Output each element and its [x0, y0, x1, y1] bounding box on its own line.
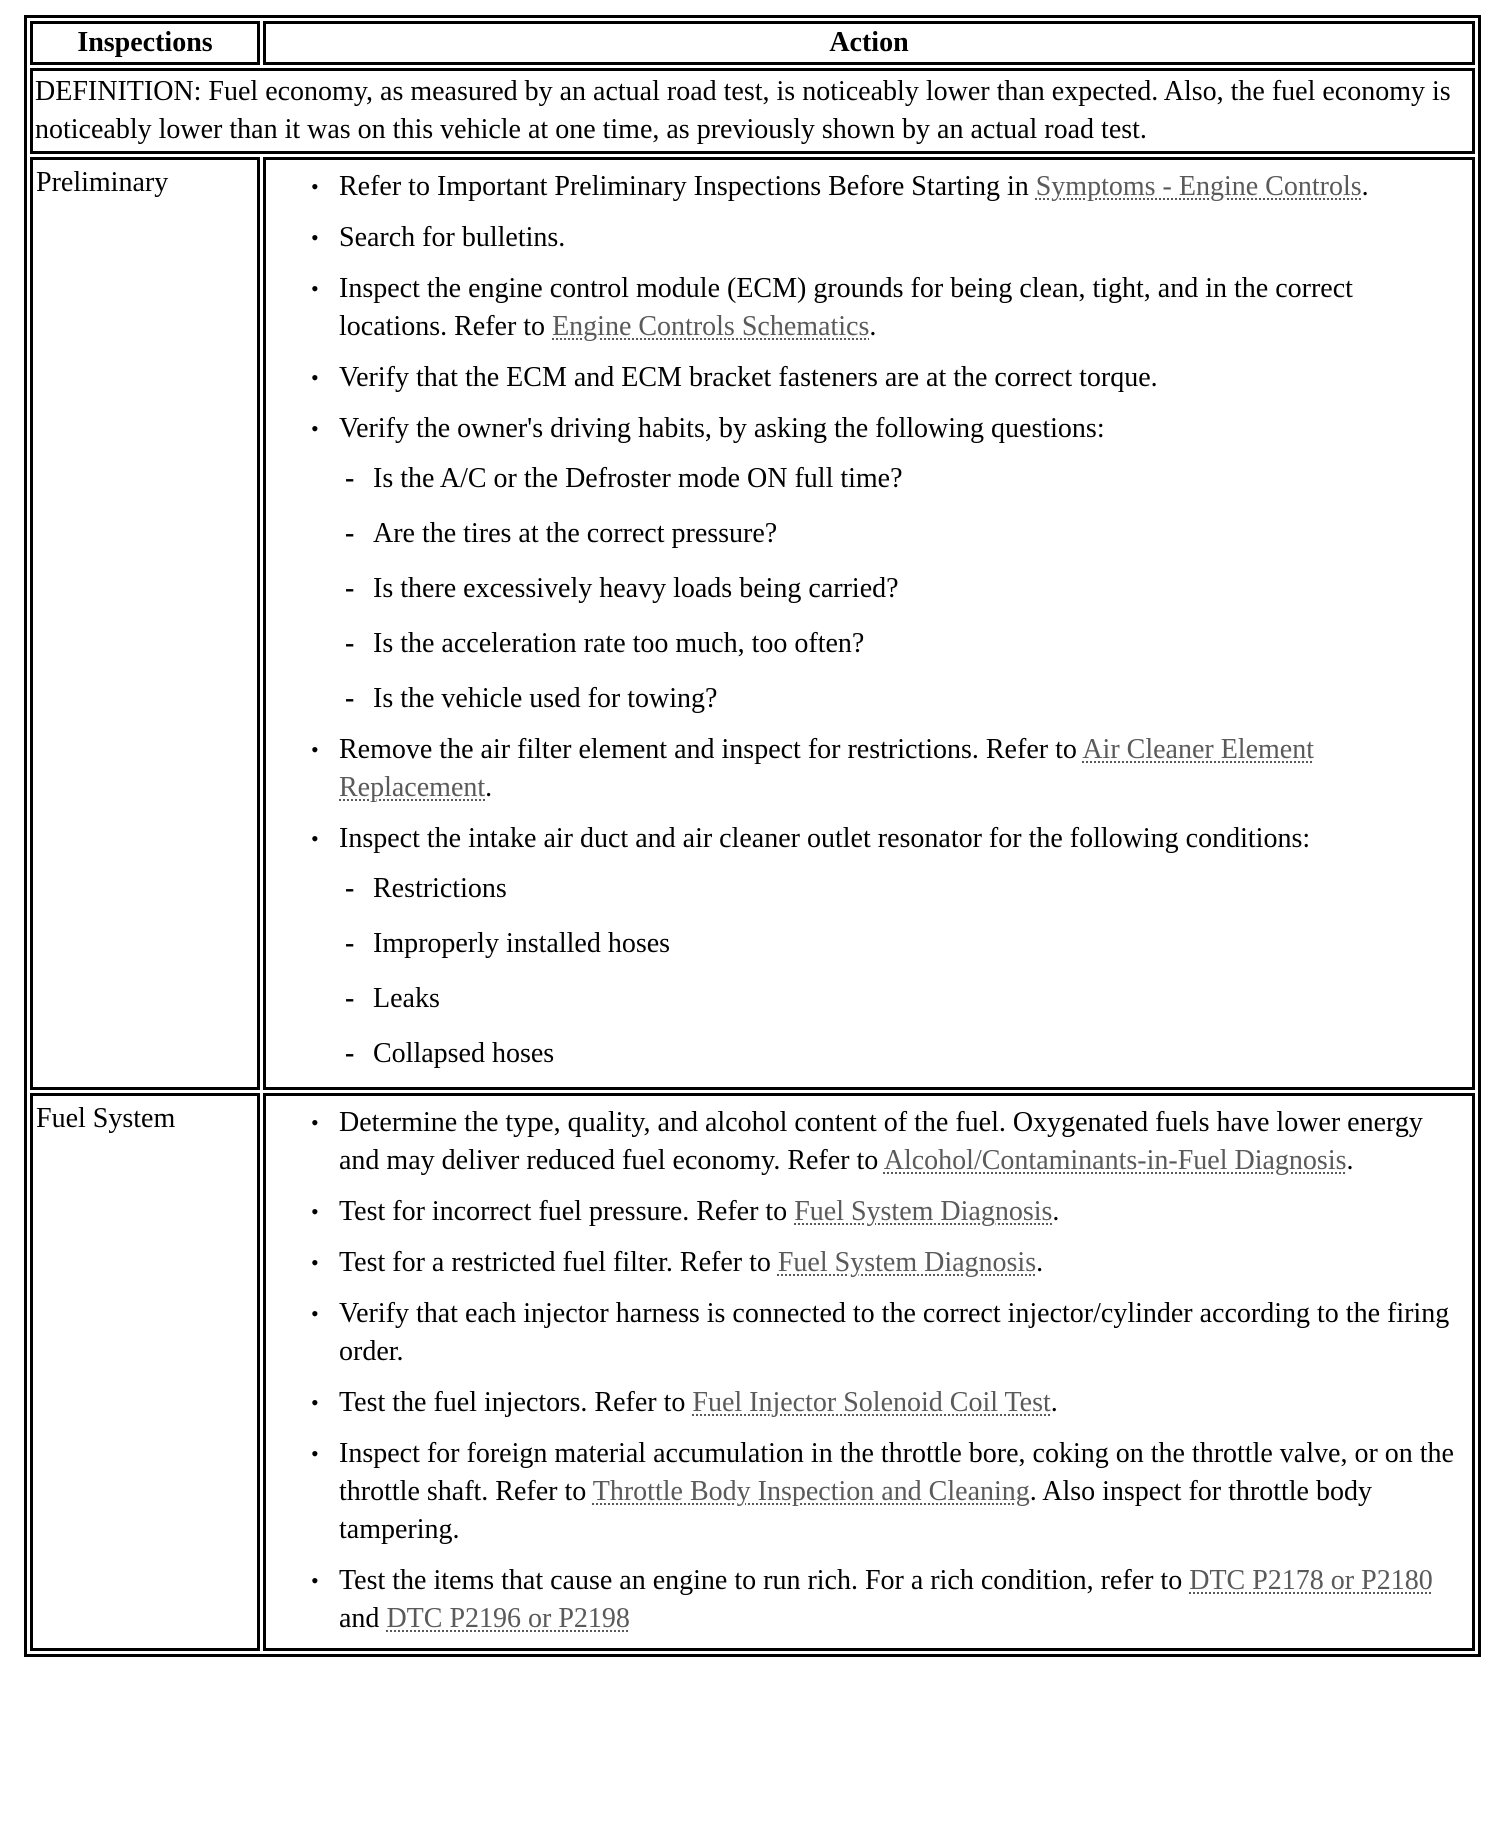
action-text: Search for bulletins. — [339, 222, 566, 253]
action-text: Test the fuel injectors. Refer to — [339, 1387, 693, 1418]
action-text: Verify that the ECM and ECM bracket fasteners are at the correct torque. — [339, 362, 1158, 393]
sub-item: - Is the acceleration rate too much, too often? — [339, 625, 1461, 663]
action-text-after: . — [1050, 1387, 1058, 1418]
action-item — [309, 270, 1461, 346]
action-text: Verify the owner's driving habits, by asking the following questions: — [339, 413, 1105, 444]
section-label: Fuel System — [30, 1093, 260, 1651]
link-fuel-system-diagnosis[interactable]: Fuel System Diagnosis — [794, 1196, 1053, 1227]
action-text-after: . — [1052, 1196, 1060, 1227]
action-text-middle: and — [339, 1603, 387, 1634]
header-row — [30, 21, 1475, 65]
inspections-table — [24, 15, 1481, 1657]
action-text: Inspect the intake air duct and air cleaner outlet resonator for the following conditions: — [339, 823, 1311, 854]
section-row-preliminary — [30, 157, 1475, 1090]
action-item — [309, 731, 1461, 807]
link-fuel-system-diagnosis[interactable]: Fuel System Diagnosis — [777, 1247, 1037, 1278]
link-dtc-p2178-p2180[interactable]: DTC P2178 or P2180 — [1189, 1565, 1433, 1596]
action-text: Determine the type, quality, and alcohol content of the fuel. Oxygenated fuels have lower energy and may deliver reduced fuel economy. Refer to — [339, 1107, 1423, 1176]
action-item — [309, 1435, 1461, 1549]
action-list — [269, 160, 1469, 1087]
sub-item: - Restrictions — [339, 870, 1461, 908]
action-text: Test the items that cause an engine to run rich. For a rich condition, refer to — [339, 1565, 1190, 1596]
link-alcohol-contaminants-diagnosis[interactable]: Alcohol/Contaminants-in-Fuel Diagnosis — [883, 1145, 1347, 1176]
action-item — [309, 1295, 1461, 1371]
sub-item: - Are the tires at the correct pressure? — [339, 515, 1461, 553]
action-item — [309, 1193, 1461, 1231]
action-text: Inspect for foreign material accumulation in the throttle bore, coking on the throttle valve, or on the throttle shaft. Refer to — [339, 1438, 1454, 1507]
sub-item: - Improperly installed hoses — [339, 925, 1461, 963]
section-label: Preliminary — [30, 157, 260, 1090]
link-dtc-p2196-p2198[interactable]: DTC P2196 or P2198 — [386, 1603, 630, 1634]
action-text-after: . — [1346, 1145, 1354, 1176]
sub-item: - Is there excessively heavy loads being carried? — [339, 570, 1461, 608]
sub-item: - Is the vehicle used for towing? — [339, 680, 1461, 718]
action-item — [309, 410, 1461, 718]
action-text: Test for incorrect fuel pressure. Refer to — [339, 1196, 795, 1227]
sub-item: - Is the A/C or the Defroster mode ON full time? — [339, 460, 1461, 498]
definition-text: DEFINITION: Fuel economy, as measured by an actual road test, is noticeably lower than expected. Also, the fuel economy is noticeably lower than it was on this vehicle at one time, as previously shown by an actual road test. — [30, 68, 1475, 154]
link-symptoms-engine-controls[interactable]: Symptoms - Engine Controls — [1035, 171, 1362, 202]
sub-list — [339, 870, 1461, 1073]
header-inspections: Inspections — [30, 21, 260, 65]
sub-item: - Leaks — [339, 980, 1461, 1018]
action-list — [269, 1096, 1469, 1648]
section-actions — [263, 1093, 1475, 1651]
action-item — [309, 1384, 1461, 1422]
sub-list — [339, 460, 1461, 718]
action-text-after: . Also inspect for throttle body tampering. — [339, 1476, 1372, 1545]
section-actions — [263, 157, 1475, 1090]
action-item — [309, 219, 1461, 257]
action-text-after: . — [869, 311, 877, 342]
action-text-after: . — [1361, 171, 1369, 202]
sub-item: - Collapsed hoses — [339, 1035, 1461, 1073]
action-item — [309, 820, 1461, 1073]
action-text-after: . — [1036, 1247, 1044, 1278]
section-row-fuel-system — [30, 1093, 1475, 1651]
action-text: Test for a restricted fuel filter. Refer to — [339, 1247, 778, 1278]
action-text: Inspect the engine control module (ECM) grounds for being clean, tight, and in the correct locations. Refer to — [339, 273, 1353, 342]
action-item — [309, 168, 1461, 206]
action-text-after: . — [485, 772, 493, 803]
link-air-cleaner-element-replacement[interactable]: Air Cleaner Element Replacement — [339, 734, 1314, 803]
action-item — [309, 1244, 1461, 1282]
link-fuel-injector-solenoid-coil-test[interactable]: Fuel Injector Solenoid Coil Test — [692, 1387, 1051, 1418]
action-text: Remove the air filter element and inspect for restrictions. Refer to — [339, 734, 1083, 765]
action-text: Verify that each injector harness is connected to the correct injector/cylinder according to the firing order. — [339, 1298, 1450, 1367]
action-item — [309, 1562, 1461, 1638]
action-item — [309, 1104, 1461, 1180]
link-engine-controls-schematics[interactable]: Engine Controls Schematics — [552, 311, 870, 342]
header-action: Action — [263, 21, 1475, 65]
link-throttle-body-inspection-cleaning[interactable]: Throttle Body Inspection and Cleaning — [592, 1476, 1030, 1507]
action-item — [309, 359, 1461, 397]
definition-row — [30, 68, 1475, 154]
action-text: Refer to Important Preliminary Inspections Before Starting in — [339, 171, 1036, 202]
